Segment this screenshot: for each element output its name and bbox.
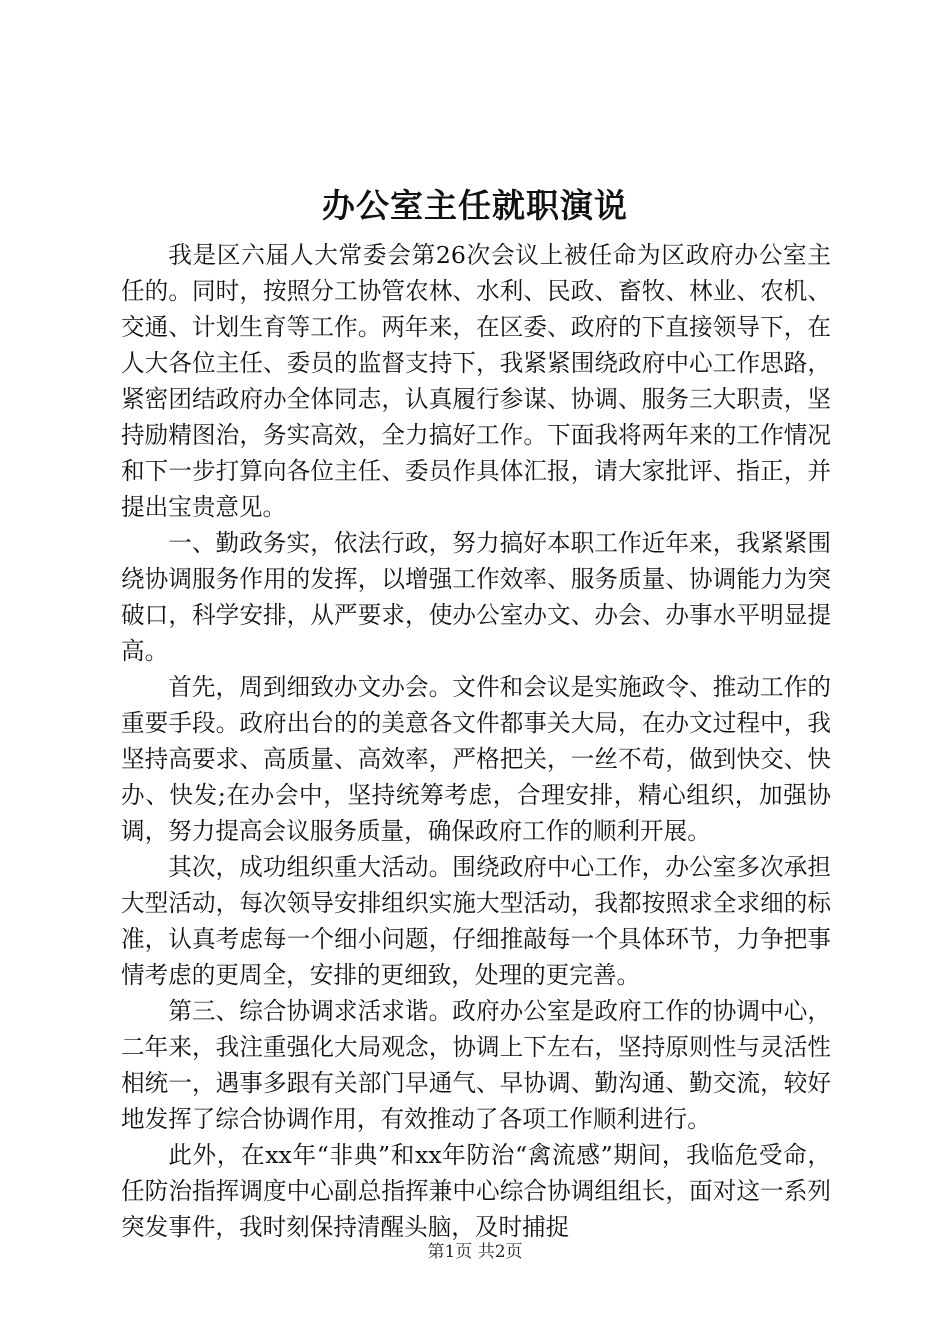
paragraph: 首先，周到细致办文办会。文件和会议是实施政令、推动工作的重要手段。政府出台的的美意各文件都事关大局，在办文过程中，我坚持高要求、高质量、高效率，严格把关，一丝不苟，做到快交、快办、快发;在办会中，坚持统筹考虑，合理安排，精心组织，加强协调，努力提高会议服务质量，确保政府工作的顺利开展。 [121, 673, 831, 845]
paragraph: 一、勤政务实，依法行政，努力搞好本职工作近年来，我紧紧围绕协调服务作用的发挥，以增强工作效率、服务质量、协调能力为突破口，科学安排，从严要求，使办公室办文、办会、办事水平明显提高。 [121, 529, 831, 665]
document-body [121, 237, 831, 1245]
paragraph: 其次，成功组织重大活动。围绕政府中心工作，办公室多次承担大型活动，每次领导安排组织实施大型活动，我都按照求全求细的标准，认真考虑每一个细小问题，仔细推敲每一个具体环节，力争把事情考虑的更周全，安排的更细致，处理的更完善。 [121, 853, 831, 989]
document-title: 办公室主任就职演说 [322, 186, 628, 225]
paragraph: 此外，在xx年“非典”和xx年防治“禽流感”期间，我临危受命，任防治指挥调度中心副总指挥兼中心综合协调组组长，面对这一系列突发事件，我时刻保持清醒头脑，及时捕捉 [121, 1141, 831, 1241]
paragraph: 我是区六届人大常委会第26次会议上被任命为区政府办公室主任的。同时，按照分工协管农林、水利、民政、畜牧、林业、农机、交通、计划生育等工作。两年来，在区委、政府的下直接领导下，在人大各位主任、委员的监督支持下，我紧紧围绕政府中心工作思路，紧密团结政府办全体同志，认真履行参谋、协调、服务三大职责，坚持励精图治，务实高效，全力搞好工作。下面我将两年来的工作情况和下一步打算向各位主任、委员作具体汇报，请大家批评、指正，并提出宝贵意见。 [121, 241, 831, 521]
paragraph: 第三、综合协调求活求谐。政府办公室是政府工作的协调中心，二年来，我注重强化大局观念，协调上下左右，坚持原则性与灵活性相统一，遇事多跟有关部门早通气、早协调、勤沟通、勤交流，较好地发挥了综合协调作用，有效推动了各项工作顺利进行。 [121, 997, 831, 1133]
page-number-footer: 第1页 共2页 [427, 1242, 523, 1262]
